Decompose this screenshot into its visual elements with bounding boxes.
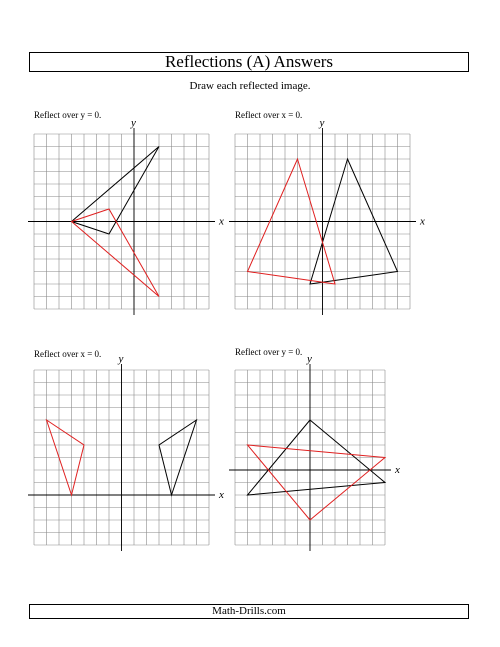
instruction-text: Draw each reflected image.: [189, 80, 311, 92]
problem-4-prompt: Reflect over y = 0.: [235, 347, 303, 357]
worksheet-title: Reflections (A) Answers: [29, 52, 469, 72]
y-axis-label: y: [319, 117, 325, 129]
x-axis-label: x: [219, 489, 224, 501]
x-axis-label: x: [395, 464, 400, 476]
x-axis-label: x: [420, 215, 425, 228]
problem-2-prompt: Reflect over x = 0.: [235, 110, 303, 120]
y-axis-label: y: [307, 353, 312, 365]
footer-site-name: Math-Drills.com: [29, 604, 469, 619]
x-axis-label: x: [219, 215, 224, 228]
problem-1-prompt: Reflect over y = 0.: [34, 110, 102, 120]
y-axis-label: y: [131, 117, 136, 129]
y-axis-label: y: [118, 353, 124, 365]
problem-3-prompt: Reflect over x = 0.: [34, 349, 102, 359]
